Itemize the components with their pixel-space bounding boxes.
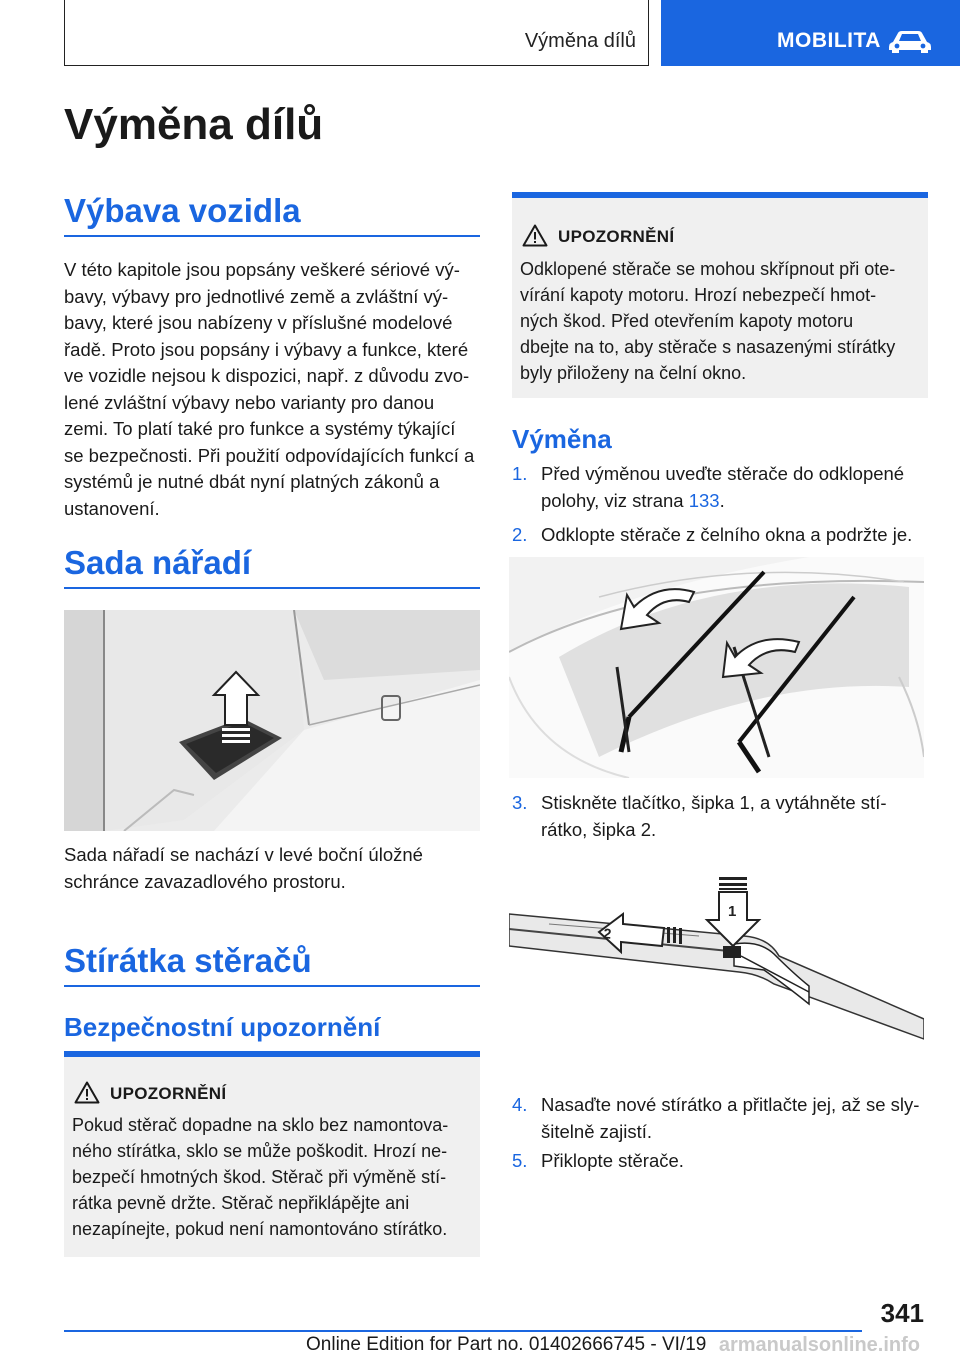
vybava-paragraph [64, 257, 484, 522]
text-line: schránce zavazadlového prostoru. [64, 870, 346, 892]
warning-title: UPOZORNĚNÍ [110, 1084, 227, 1103]
footer-rule [64, 1330, 862, 1332]
step-item [512, 1092, 932, 1145]
warning-title: UPOZORNĚNÍ [558, 227, 675, 246]
text-line: Stiskněte tlačítko, šipka 1, a vytáhněte stí‐ [541, 792, 887, 813]
warning-triangle-icon [74, 1081, 100, 1104]
car-icon [887, 28, 933, 54]
text-line: Odklopte stěrače z čelního okna a podržte je. [541, 524, 913, 545]
text-line: vírání kapoty motoru. Hrozí nebezpečí hmot‐ [520, 285, 877, 305]
step-text [541, 522, 932, 549]
text-line: rátka pevně držte. Stěrač nepřiklápějte ani [72, 1193, 410, 1213]
text-line: systémů je nutné dbát nyní platných zákonů a [64, 471, 440, 492]
text-line: ných škod. Před otevřením kapoty motoru [520, 311, 854, 331]
toolkit-figure [64, 610, 480, 831]
text-line: bezpečí hmotných škod. Stěrač při výměně stí‐ [72, 1167, 447, 1187]
text-line: Přiklopte stěrače. [541, 1150, 684, 1171]
warning-text [520, 256, 922, 386]
text-line: rátko, šipka 2. [541, 818, 657, 840]
text-line: ustanovení. [64, 497, 160, 519]
header-section-box [64, 0, 649, 66]
rule-vybava [64, 235, 480, 237]
text-line: Nasaďte nové stírátko a přitlačte jej, až se sly‐ [541, 1094, 920, 1115]
page-number: 341 [880, 1298, 924, 1328]
page-link[interactable]: 133 [688, 489, 720, 511]
page-title: Výměna dílů [64, 100, 324, 149]
heading-vybava: Výbava vozidla [64, 192, 301, 229]
rule-sada [64, 587, 480, 589]
header-section-title: Výměna dílů [524, 30, 636, 52]
step-number: 5. [512, 1150, 528, 1171]
step-text [541, 1092, 932, 1145]
step-number: 3. [512, 792, 528, 813]
step-number: 4. [512, 1094, 528, 1115]
rule-stiratka [64, 985, 480, 987]
text-span: . [719, 489, 725, 511]
heading-stiratka: Stírátka stěračů [64, 942, 312, 979]
wiper-blade-figure [509, 874, 924, 1054]
wiper-unfold-figure [509, 557, 924, 778]
warning-box-left [64, 1051, 480, 1257]
text-span: polohy, viz strana [541, 489, 689, 511]
text-line: V této kapitole jsou popsány veškeré sériové vý‐ [64, 259, 460, 280]
text-line: Pokud stěrač dopadne na sklo bez namontova‐ [72, 1115, 449, 1135]
text-line: dbejte na to, aby stěrače s nasazenými stírátky [520, 337, 896, 357]
warning-box-right [512, 192, 928, 398]
text-line: Sada nářadí se nachází v levé boční úložné [64, 844, 423, 865]
text-line: šitelně zajistí. [541, 1120, 653, 1142]
sada-caption [64, 842, 484, 895]
header-chapter-tab [661, 0, 960, 66]
text-line: řadě. Proto jsou popsány i výbavy a funkce, které [64, 338, 469, 360]
text-line: byly přiloženy na čelní okno. [520, 363, 747, 383]
text-line: zemi. To platí také pro funkce a systémy týkající [64, 418, 456, 439]
step-item [512, 1148, 932, 1175]
text-line: Odklopené stěrače se mohou skřípnout při ote‐ [520, 259, 896, 279]
heading-vymena: Výměna [512, 424, 612, 454]
figure-label: 1 [728, 903, 737, 920]
text-line [541, 488, 932, 515]
text-line: se bezpečnosti. Při použití odpovídajících funkcí a [64, 444, 475, 466]
text-line: Před výměnou uveďte stěrače do odklopené [541, 463, 905, 484]
step-text [541, 461, 932, 514]
text-line: lené zvláštní výbavy nebo varianty pro danou [64, 391, 435, 413]
text-line: ného stírátka, sklo se může poškodit. Hrozí ne‐ [72, 1141, 448, 1161]
text-line: bavy, které jsou nabízeny v příslušné modelové [64, 312, 453, 333]
text-line: nezapínejte, pokud není namontováno stírátko. [72, 1219, 448, 1239]
step-number: 1. [512, 463, 528, 484]
heading-bezpecnost: Bezpečnostní upozornění [64, 1012, 381, 1042]
figure-label: 2 [602, 925, 613, 942]
warning-text [72, 1112, 474, 1242]
text-line: bavy, výbavy pro jednotlivé země a zvláštní vý‐ [64, 285, 449, 307]
text-line: ve vozidle nejsou k dispozici, např. z důvodu zvo‐ [64, 365, 470, 386]
step-item [512, 790, 932, 843]
footer-edition: Online Edition for Part no. 01402666745 - VI/19 [306, 1334, 707, 1355]
footer-watermark: armanualsonline.info [718, 1334, 920, 1356]
heading-sada: Sada nářadí [64, 544, 252, 581]
step-text [541, 790, 932, 843]
step-number: 2. [512, 524, 528, 545]
step-item [512, 461, 932, 514]
step-item [512, 522, 932, 549]
step-text [541, 1148, 932, 1175]
chapter-label: MOBILITA [777, 29, 881, 52]
warning-triangle-icon [522, 224, 548, 247]
